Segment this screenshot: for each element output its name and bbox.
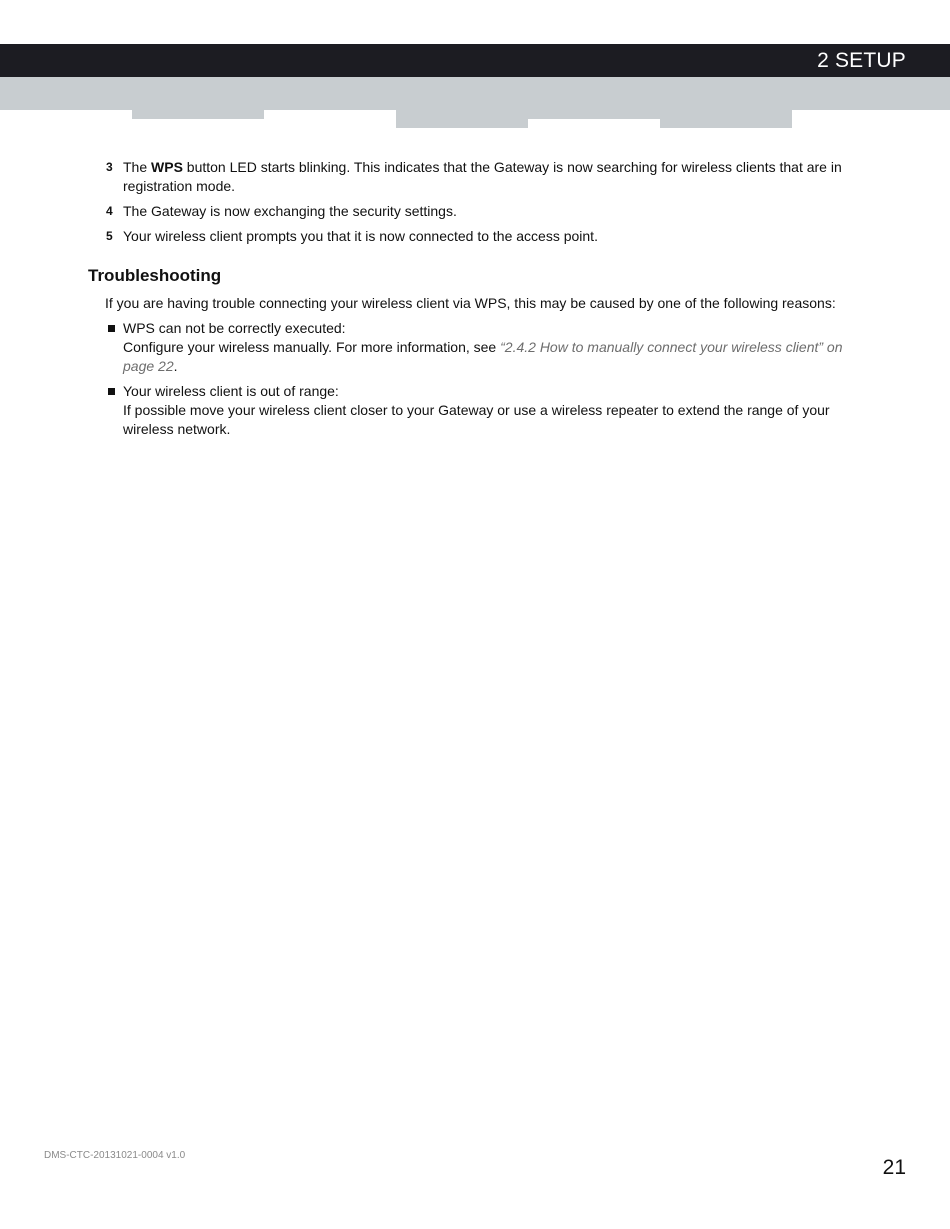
square-bullet-icon bbox=[108, 388, 115, 395]
section-intro: If you are having trouble connecting your wireless client via WPS, this may be caused by one of the following reasons: bbox=[105, 295, 836, 311]
list-item-text-part: . bbox=[173, 358, 178, 374]
header-tab bbox=[528, 110, 660, 119]
square-bullet-icon bbox=[108, 325, 115, 332]
list-item-heading: Your wireless client is out of range: bbox=[123, 383, 339, 399]
header-tab bbox=[660, 110, 792, 128]
step-text: The Gateway is now exchanging the security settings. bbox=[123, 203, 457, 219]
step-item bbox=[88, 158, 868, 196]
page-content bbox=[88, 158, 868, 445]
header-tab bbox=[396, 110, 528, 128]
step-text: The bbox=[123, 159, 152, 175]
step-text-bold: WPS bbox=[151, 159, 183, 175]
header-band bbox=[0, 77, 950, 110]
list-item-text-part: Configure your wireless manually. For more information, see bbox=[123, 339, 501, 355]
list-item bbox=[88, 319, 868, 376]
step-number: 3 bbox=[106, 160, 113, 174]
list-item-text: If possible move your wireless client closer to your Gateway or use a wireless repeater to extend the range of your wireless network. bbox=[123, 402, 830, 437]
step-item bbox=[88, 202, 868, 221]
step-text: Your wireless client prompts you that it is now connected to the access point. bbox=[123, 228, 598, 244]
list-item-text bbox=[123, 338, 868, 376]
step-text: button LED starts blinking. This indicates that the Gateway is now searching for wireless clients that are in registration mode. bbox=[123, 159, 842, 194]
list-item-heading: WPS can not be correctly executed: bbox=[123, 320, 346, 336]
step-number: 4 bbox=[106, 204, 113, 218]
page-number: 21 bbox=[882, 1156, 906, 1179]
step-item bbox=[88, 227, 868, 246]
list-item bbox=[88, 382, 868, 439]
cross-reference-link[interactable]: “2.4.2 How to manually connect your wireless client” on page 22 bbox=[123, 339, 843, 374]
document-id: DMS-CTC-20131021-0004 v1.0 bbox=[44, 1150, 186, 1161]
step-number: 5 bbox=[106, 229, 113, 243]
chapter-title: 2 SETUP bbox=[817, 49, 906, 72]
section-title: Troubleshooting bbox=[88, 266, 222, 285]
header-tab bbox=[132, 110, 264, 119]
header-bar bbox=[0, 44, 950, 77]
